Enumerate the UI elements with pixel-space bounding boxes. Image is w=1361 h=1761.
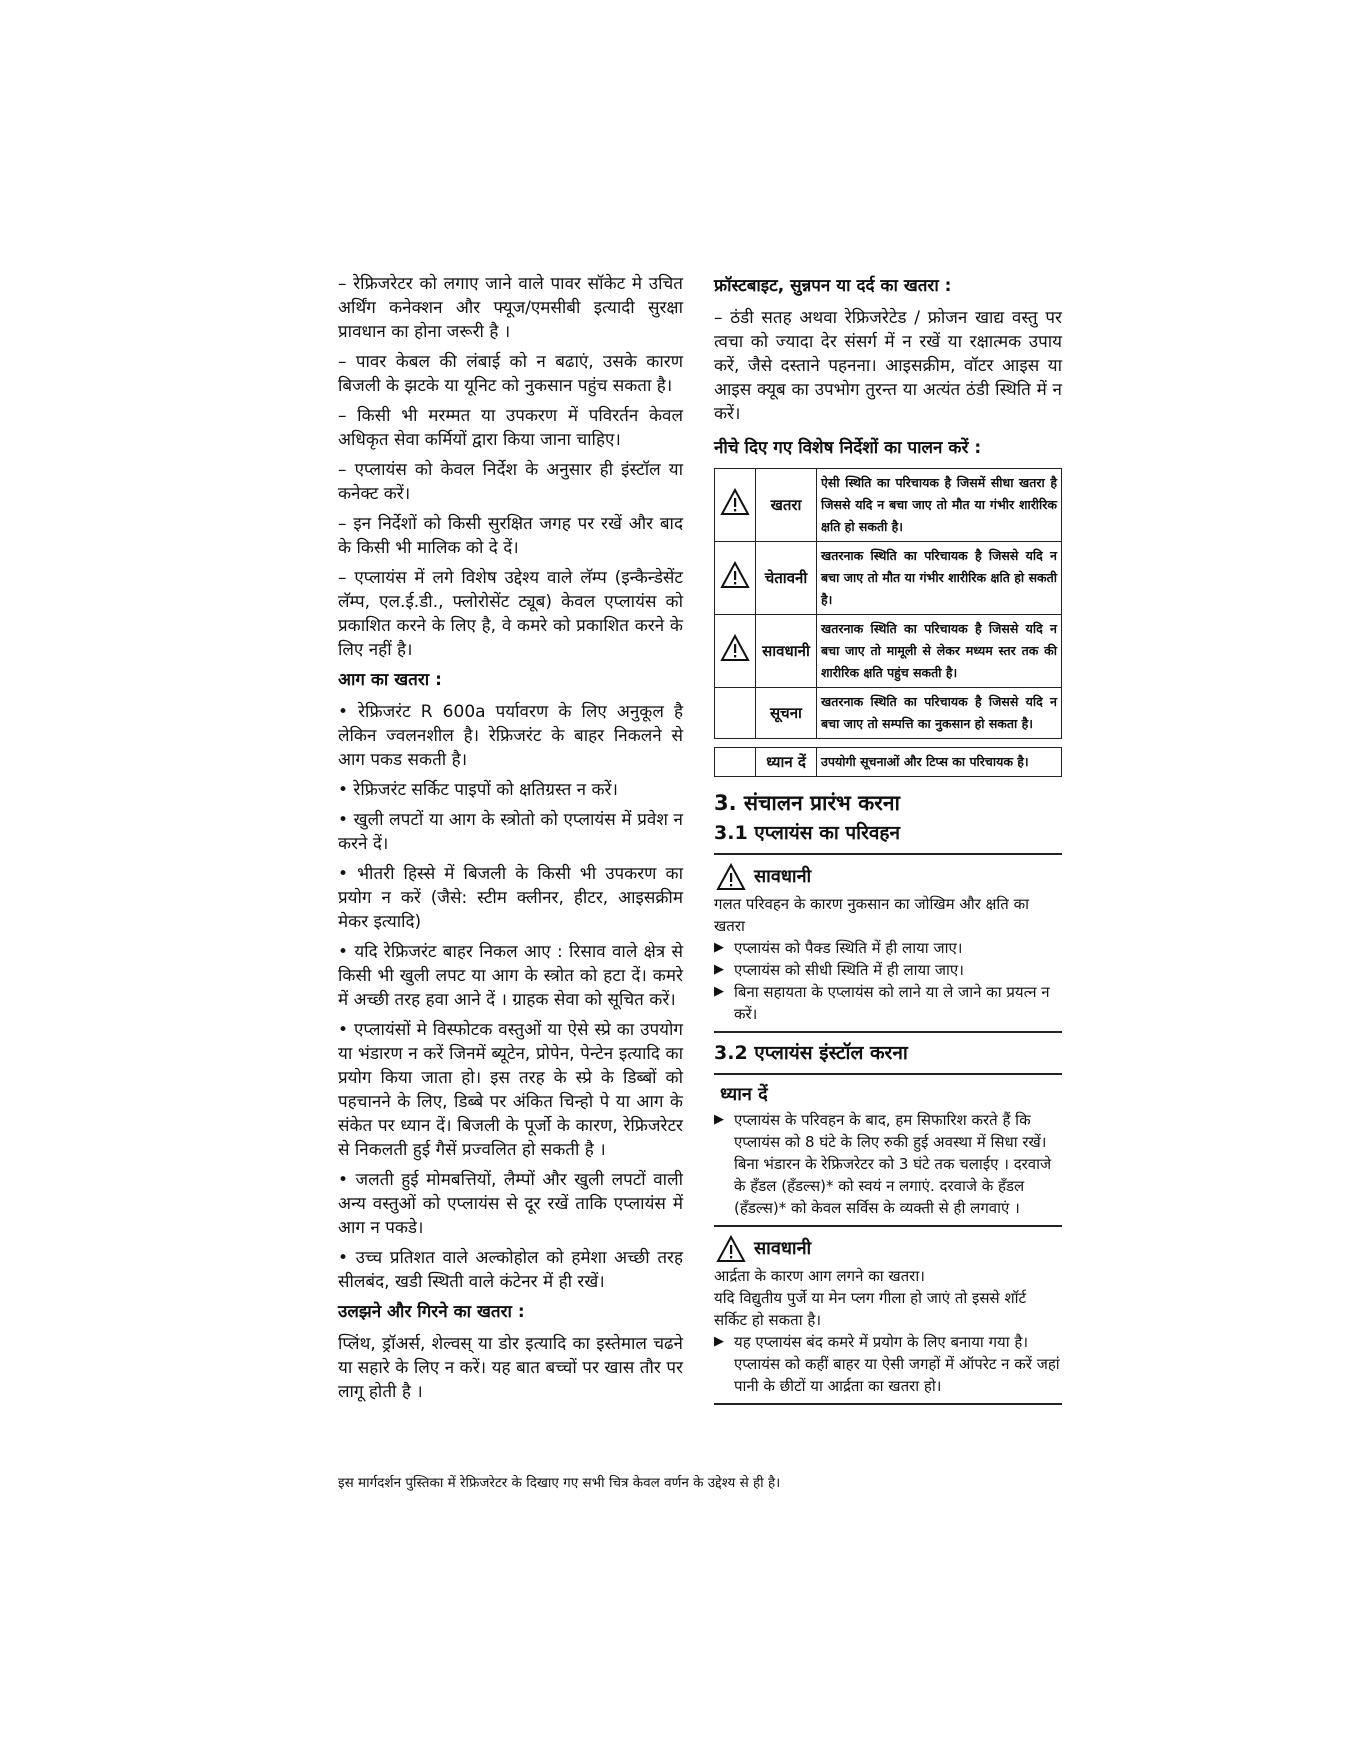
arrow-bullet-icon: ▶ (714, 962, 724, 977)
table-row (715, 748, 1062, 777)
table-gap (715, 739, 1062, 748)
caution-heading (716, 1235, 1062, 1263)
table-row (715, 542, 1062, 615)
caution-heading (716, 863, 1062, 891)
list-item: ▶ एप्लायंस को पैक्ड स्थिति में ही लाया जाए। (714, 939, 963, 957)
signal-description: उपयोगी सूचनाओं और टिप्स का परिचायक है। (817, 748, 1062, 777)
right-column (714, 272, 1062, 1413)
section-3-2-title: 3.2 एप्लायंस इंस्टॉल करना (714, 1041, 1062, 1075)
warning-triangle-icon (716, 1235, 746, 1263)
signal-description: खतरनाक स्थिति का परिचायक है जिससे यदि न बचा जाए तो सम्पत्ति का नुकसान हो सकता है। (817, 688, 1062, 739)
paragraph: • रेफ्रिजरंट सर्किट पाइपों को क्षतिग्रस्त न करें। (338, 780, 618, 800)
paragraph: • यदि रेफ्रिजरंट बाहर निकल आए : रिसाव वाले क्षेत्र से किसी भी खुली लपट या आग के स्त्रोत को हटा दें। कमरे में अच्छी तरह हवा आने दें । ग्राहक सेवा को सूचित करें। (338, 942, 683, 1010)
signal-label: ध्यान दें (756, 748, 817, 777)
arrow-bullet-icon: ▶ (714, 984, 724, 999)
paragraph: • खुली लपटों या आग के स्त्रोतो को एप्लायंस में प्रवेश न करने दें। (338, 810, 683, 854)
signal-label: चेतावनी (756, 542, 817, 615)
section-3-1-title: 3.1 एप्लायंस का परिवहन (714, 821, 1062, 855)
paragraph: – रेफ्रिजरेटर को लगाए जाने वाले पावर सॉकेट मे उचित अर्थिंग कनेक्शन और फ्यूज/एमसीबी इत्यादी सुरक्षा प्रावधान का होना जरूरी है । (338, 274, 683, 342)
warning-triangle-icon (716, 863, 746, 891)
warning-triangle-icon (715, 615, 756, 688)
arrow-bullet-icon: ▶ (714, 1112, 724, 1127)
warning-triangle-icon (715, 542, 756, 615)
list-item: ▶ यह एप्लायंस बंद कमरे में प्रयोग के लिए बनाया गया है। एप्लायंस को कहीं बाहर या ऐसी जगहों में ऑपरेट न करें जहां पानी के छीटों या आर्द्रता का खतरा हो। (714, 1333, 1060, 1395)
caution-text: आर्द्रता के कारण आग लगने का खतरा। (714, 1267, 925, 1285)
signal-description: ऐसी स्थिति का परिचायक है जिसमें सीधा खतरा है जिससे यदि न बचा जाए तो मौत या गंभीर शारीरिक क्षति हो सकती है। (817, 469, 1062, 542)
table-row (715, 469, 1062, 542)
list-item: ▶ एप्लायंस को सीधी स्थिति में ही लाया जाए। (714, 961, 964, 979)
empty-icon-cell (715, 688, 756, 739)
caution-text: यदि विद्युतीय पुर्जे या मेन प्लग गीला हो जाएं तो इससे शॉर्ट सर्किट हो सकता है। (714, 1289, 1027, 1329)
signal-description: खतरनाक स्थिति का परिचायक है जिससे यदि न बचा जाए तो मौत या गंभीर शारीरिक क्षति हो सकती है। (817, 542, 1062, 615)
signal-description: खतरनाक स्थिति का परिचायक है जिससे यदि न बचा जाए तो मामूली से लेकर मध्यम स्तर तक की शारीरिक क्षति पहुंच सकती है। (817, 615, 1062, 688)
note-text: ▶ एप्लायंस के परिवहन के बाद, हम सिफारिश करते हैं कि एप्लायंस को 8 घंटे के लिए रुकी हुई अवस्था में सिधा रखें। बिना भंडारन के रेफ्रिजरेटर को 3 घंटे तक चलाईए । दरवाजे के हँडल (हँडल्स)* को स्वयं न लगाएं. दरवाजे के हँडल (हँडल्स)* को केवल सर्विस के व्यक्ती से ही लगवाएं । (714, 1111, 1052, 1217)
paragraph: • जलती हुई मोमबत्तियों, लैम्पों और खुली लपटों वाली अन्य वस्तुओं को एप्लायंस से दूर रखें ताकि एप्लायंस में आग न पकडे। (338, 1170, 683, 1238)
caution-label: सावधानी (754, 866, 812, 887)
frostbite-heading: फ्रॉस्टबाइट, सुन्नपन या दर्द का खतरा : (714, 276, 952, 296)
table-row (715, 688, 1062, 739)
table-row (715, 615, 1062, 688)
paragraph: – एप्लायंस में लगे विशेष उद्देश्य वाले लॅम्प (इन्कैन्डेसेंट लॅम्प, एल.ई.डी., फ्लोरोसेंट ट्यूब) केवल एप्लायंस को प्रकाशित करने के लिए है, वे कमरे को प्रकाशित करने के लिए नहीं है। (338, 568, 683, 660)
note-heading: ध्यान दें (720, 1084, 768, 1105)
divider (714, 1031, 1062, 1033)
paragraph: – इन निर्देशों को किसी सुरक्षित जगह पर रखें और बाद के किसी भी मालिक को दे दें। (338, 514, 683, 558)
paragraph: – एप्लायंस को केवल निर्देश के अनुसार ही इंस्टॉल या कनेक्ट करें। (338, 460, 683, 504)
list-item: ▶ बिना सहायता के एप्लायंस को लाने या ले जाने का प्रयत्न न करें। (714, 983, 1050, 1023)
paragraph: • उच्च प्रतिशत वाले अल्कोहोल को हमेशा अच्छी तरह सीलबंद, खडी स्थिती वाले कंटेनर में ही रखें। (338, 1248, 683, 1292)
empty-icon-cell (715, 748, 756, 777)
fire-hazard-heading: आग का खतरा : (338, 670, 442, 690)
section-3-title: 3. संचालन प्रारंभ करना (714, 791, 900, 815)
signal-label: सूचना (756, 688, 817, 739)
signal-label: सावधानी (756, 615, 817, 688)
paragraph: प्लिंथ, ड्रॉअर्स, शेल्वस् या डोर इत्यादि का इस्तेमाल चढने या सहारे के लिए न करें। यह बात बच्चों पर खास तौर पर लागू होती है । (338, 1334, 683, 1402)
paragraph: – ठंडी सतह अथवा रेफ्रिजरेटेड / फ्रोजन खाद्य वस्तु पर त्वचा को ज्यादा देर संसर्ग में न रखें या रक्षात्मक उपाय करें, जैसे दस्ताने पहनना। आइसक्रीम, वॉटर आइस या आइस क्यूब का उपभोग तुरन्त या अत्यंत ठंडी स्थिति में न करें। (714, 308, 1062, 424)
signal-words-table (714, 468, 1062, 777)
divider (714, 1225, 1062, 1227)
left-column (338, 272, 683, 1410)
special-instructions-heading: नीचे दिए गए विशेष निर्देशों का पालन करें : (714, 438, 982, 458)
paragraph: • एप्लायंसों मे विस्फोटक वस्तुओं या ऐसे स्प्रे का उपयोग या भंडारण न करें जिनमें ब्यूटेन, प्रोपेन, पेन्टेन इत्यादि का प्रयोग किया जाता हो। इस तरह के स्प्रे के डिब्बों को पहचानने के लिए, डिब्बे पर अंकित चिन्हो पे या आग के संकेत पर ध्यान दें। बिजली के पूर्जो के कारण, रेफ्रिजरेटर से निकलती हुई गैसें प्रज्वलित हो सकती है । (338, 1020, 683, 1160)
paragraph: • रेफ्रिजरंट R 600a पर्यावरण के लिए अनुकूल है लेकिन ज्वलनशील है। रेफ्रिजरंट के बाहर निकलने से आग पकड सकती है। (338, 702, 683, 770)
tangle-hazard-heading: उलझने और गिरने का खतरा : (338, 1302, 525, 1322)
arrow-bullet-icon: ▶ (714, 1334, 724, 1349)
paragraph: • भीतरी हिस्से में बिजली के किसी भी उपकरण का प्रयोग न करें (जैसे: स्टीम क्लीनर, हीटर, आइसक्रीम मेकर इत्यादि) (338, 864, 683, 932)
divider (714, 1403, 1062, 1405)
arrow-bullet-icon: ▶ (714, 940, 724, 955)
paragraph: – किसी भी मरम्मत या उपकरण में पविरर्तन केवल अधिकृत सेवा कर्मियों द्वारा किया जाना चाहिए। (338, 406, 683, 450)
caution-text: गलत परिवहन के कारण नुकसान का जोखिम और क्षति का खतरा (714, 895, 1029, 935)
caution-label: सावधानी (754, 1238, 812, 1259)
footnote: इस मार्गदर्शन पुस्तिका में रेफ्रिजरेटर के दिखाए गए सभी चित्र केवल वर्णन के उद्देश्य से ही है। (338, 1475, 781, 1491)
warning-triangle-icon (715, 469, 756, 542)
paragraph: – पावर केबल की लंबाई को न बढाएं, उसके कारण बिजली के झटके या यूनिट को नुकसान पहुंच सकता है। (338, 352, 683, 396)
signal-label: खतरा (756, 469, 817, 542)
